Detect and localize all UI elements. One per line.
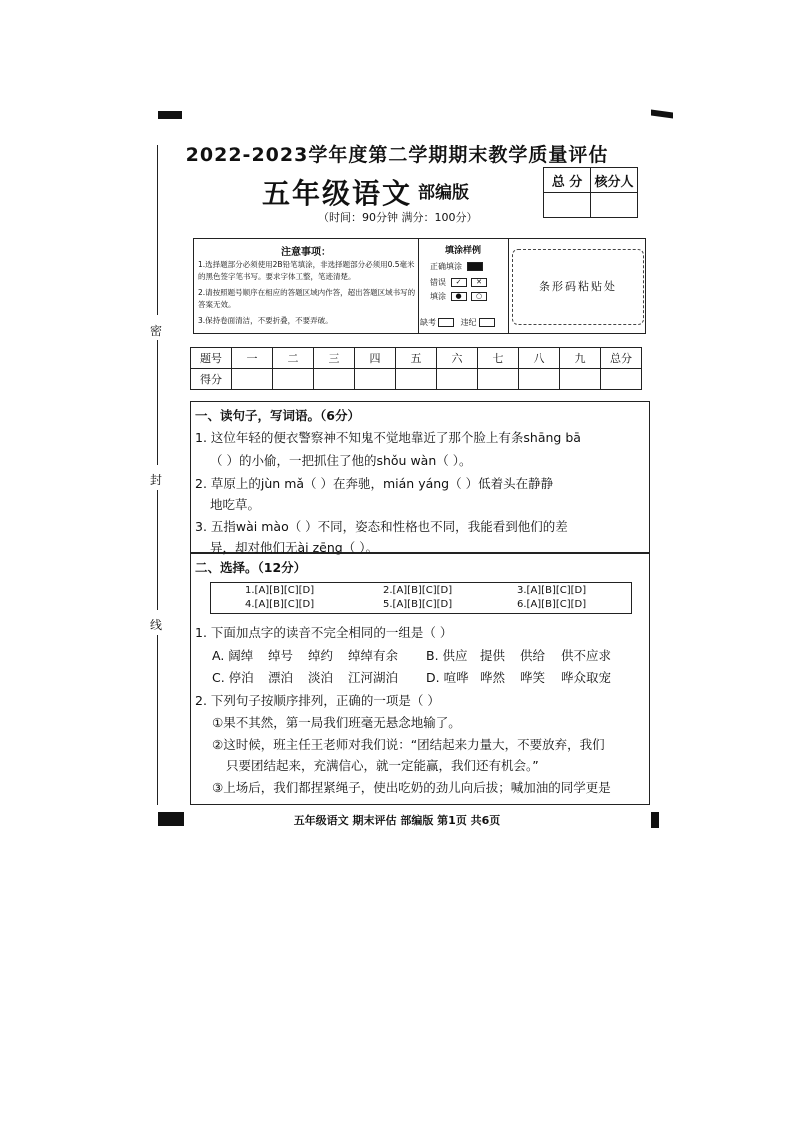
fill-fill-row (430, 291, 487, 302)
answer-option-row[interactable]: 3.[A][B][C][D] (517, 585, 587, 596)
option-b-4: 供不应求 (561, 648, 612, 663)
question-2-1: 1. 下面加点字的读音不完全相同的一组是（ ） (195, 625, 453, 640)
score-header-cell: 七 (478, 348, 519, 369)
answer-option-row[interactable]: 4.[A][B][C][D] (245, 599, 315, 610)
option-d-2: 哗然 (480, 670, 506, 685)
notice-title: 注意事项： (281, 247, 331, 258)
option-b-1: B. 供应 (426, 648, 468, 663)
score-header-cell: 四 (355, 348, 396, 369)
page-footer: 五年级语文 期末评估 部编版 第1页 共6页 (293, 814, 501, 827)
exam-title: 2022-2023学年度第二学期期末教学质量评估 (185, 144, 609, 166)
notice-section (194, 239, 419, 333)
barcode-area: 条形码粘贴处 (512, 249, 644, 325)
fill-fill-label: 填涂 (430, 292, 446, 301)
total-score-table (543, 167, 638, 218)
section1-line: 异，却对他们无ài zēng（ ）。 (210, 540, 378, 555)
option-a-1: A. 阔绰 (212, 648, 254, 663)
score-header-cell: 二 (273, 348, 314, 369)
option-d-1: D. 喧哗 (426, 670, 469, 685)
fill-sample-section (418, 239, 509, 333)
exam-subject: 五年级语文 (262, 177, 413, 210)
score-cell[interactable] (601, 369, 642, 390)
score-cell[interactable] (232, 369, 273, 390)
check-box-icon: ✓ (451, 278, 467, 287)
violation-box[interactable] (479, 318, 495, 327)
option-a-2: 绰号 (268, 648, 294, 663)
section1-line: 3. 五指wài mào（ ）不同，姿态和性格也不同，我能看到他们的差 (195, 519, 568, 534)
absent-label: 缺考 (420, 318, 436, 327)
score-cell[interactable] (519, 369, 560, 390)
option-c-1: C. 停泊 (212, 670, 254, 685)
score-header-cell: 总分 (601, 348, 642, 369)
sentence-line: ②这时候，班主任王老师对我们说：“团结起来力量大，不要放弃，我们 (212, 737, 605, 752)
section2-title: 二、选择。（12分） (195, 560, 307, 575)
fill-correct-label: 正确填涂 (430, 262, 462, 271)
notice-item: 3.保持卷面清洁，不要折叠，不要弄破。 (198, 316, 333, 325)
score-cell[interactable] (314, 369, 355, 390)
notice-item: 1.选择题部分必须使用2B铅笔填涂，非选择题部分必须用0.5毫米的黑色签字笔书写。要求字体工整，笔迹清楚。 (198, 260, 415, 281)
score-header-cell: 五 (396, 348, 437, 369)
score-header-cell: 九 (560, 348, 601, 369)
fill-wrong-row (430, 277, 487, 288)
option-b-3: 供给 (520, 648, 546, 663)
binding-line-3 (157, 490, 158, 610)
sentence-line: ③上场后，我们都捏紧绳子，使出吃奶的劲儿向后拔；喊加油的同学更是 (212, 780, 611, 795)
score-cell[interactable] (396, 369, 437, 390)
cross-box-icon: ✕ (471, 278, 487, 287)
circle-box-icon: ○ (471, 292, 487, 301)
option-d-4: 哗众取宠 (561, 670, 612, 685)
option-c-4: 江河湖泊 (348, 670, 399, 685)
answer-grid (210, 582, 632, 614)
answer-option-row[interactable]: 5.[A][B][C][D] (383, 599, 453, 610)
exam-time-info: （时间：90分钟 满分：100分） (318, 211, 478, 224)
registration-mark-top-left (158, 111, 182, 119)
binding-line-2 (157, 340, 158, 465)
sentence-line: 只要团结起来，充满信心，就一定能赢，我们还有机会。” (226, 758, 539, 773)
checker-label: 核分人 (591, 168, 638, 193)
question-2-2: 2. 下列句子按顺序排列，正确的一项是（ ） (195, 693, 440, 708)
score-header-cell: 三 (314, 348, 355, 369)
score-header-cell: 一 (232, 348, 273, 369)
total-score-cell[interactable] (544, 193, 591, 218)
fill-correct-row (430, 261, 483, 272)
fill-wrong-label: 错误 (430, 278, 446, 287)
binding-line-4 (157, 635, 158, 805)
question-score-table (190, 347, 642, 390)
score-value-row (191, 369, 642, 390)
notice-box (193, 238, 646, 334)
option-c-3: 淡泊 (308, 670, 334, 685)
section1-title: 一、读句子，写词语。（6分） (195, 408, 360, 423)
section1-line: 2. 草原上的jùn mǎ（ ）在奔驰，mián yáng（ ）低着头在静静 (195, 476, 554, 491)
answer-option-row[interactable]: 2.[A][B][C][D] (383, 585, 453, 596)
sentence-line: ①果不其然，第一局我们班毫无悬念地输了。 (212, 715, 461, 730)
filled-box-icon (467, 262, 483, 271)
answer-option-row[interactable]: 1.[A][B][C][D] (245, 585, 315, 596)
absent-box[interactable] (438, 318, 454, 327)
dot-box-icon: ● (451, 292, 467, 301)
score-header-row (191, 348, 642, 369)
absent-violation-row (420, 317, 495, 328)
score-header-cell: 六 (437, 348, 478, 369)
score-row-label: 得分 (191, 369, 232, 390)
score-header-cell: 题号 (191, 348, 232, 369)
score-cell[interactable] (478, 369, 519, 390)
fill-sample-title: 填涂样例 (444, 246, 481, 256)
binding-char-mi: 密 (150, 324, 163, 338)
option-a-3: 绰约 (308, 648, 334, 663)
binding-char-feng: 封 (150, 473, 163, 487)
answer-option-row[interactable]: 6.[A][B][C][D] (517, 599, 587, 610)
section1-line: （ ）的小偷，一把抓住了他的shǒu wàn（ ）。 (210, 453, 472, 468)
binding-line-1 (157, 145, 158, 315)
score-cell[interactable] (355, 369, 396, 390)
option-c-2: 漂泊 (268, 670, 294, 685)
section1-line: 地吃草。 (210, 497, 261, 512)
total-score-label: 总 分 (544, 168, 591, 193)
section1-line: 1. 这位年轻的便衣警察神不知鬼不觉地靠近了那个脸上有条shāng bā (195, 430, 581, 445)
exam-edition: 部编版 (418, 183, 469, 203)
option-a-4: 绰绰有余 (348, 648, 399, 663)
score-cell[interactable] (437, 369, 478, 390)
registration-mark-top-right (651, 109, 673, 118)
binding-char-xian: 线 (150, 618, 163, 632)
option-b-2: 提供 (480, 648, 506, 663)
notice-item: 2.请按照题号顺序在相应的答题区域内作答，超出答题区域书写的答案无效。 (198, 288, 416, 309)
violation-label: 违纪 (460, 318, 477, 327)
option-d-3: 哗笑 (520, 670, 546, 685)
score-cell[interactable] (273, 369, 314, 390)
score-cell[interactable] (560, 369, 601, 390)
score-header-cell: 八 (519, 348, 560, 369)
checker-cell[interactable] (591, 193, 638, 218)
